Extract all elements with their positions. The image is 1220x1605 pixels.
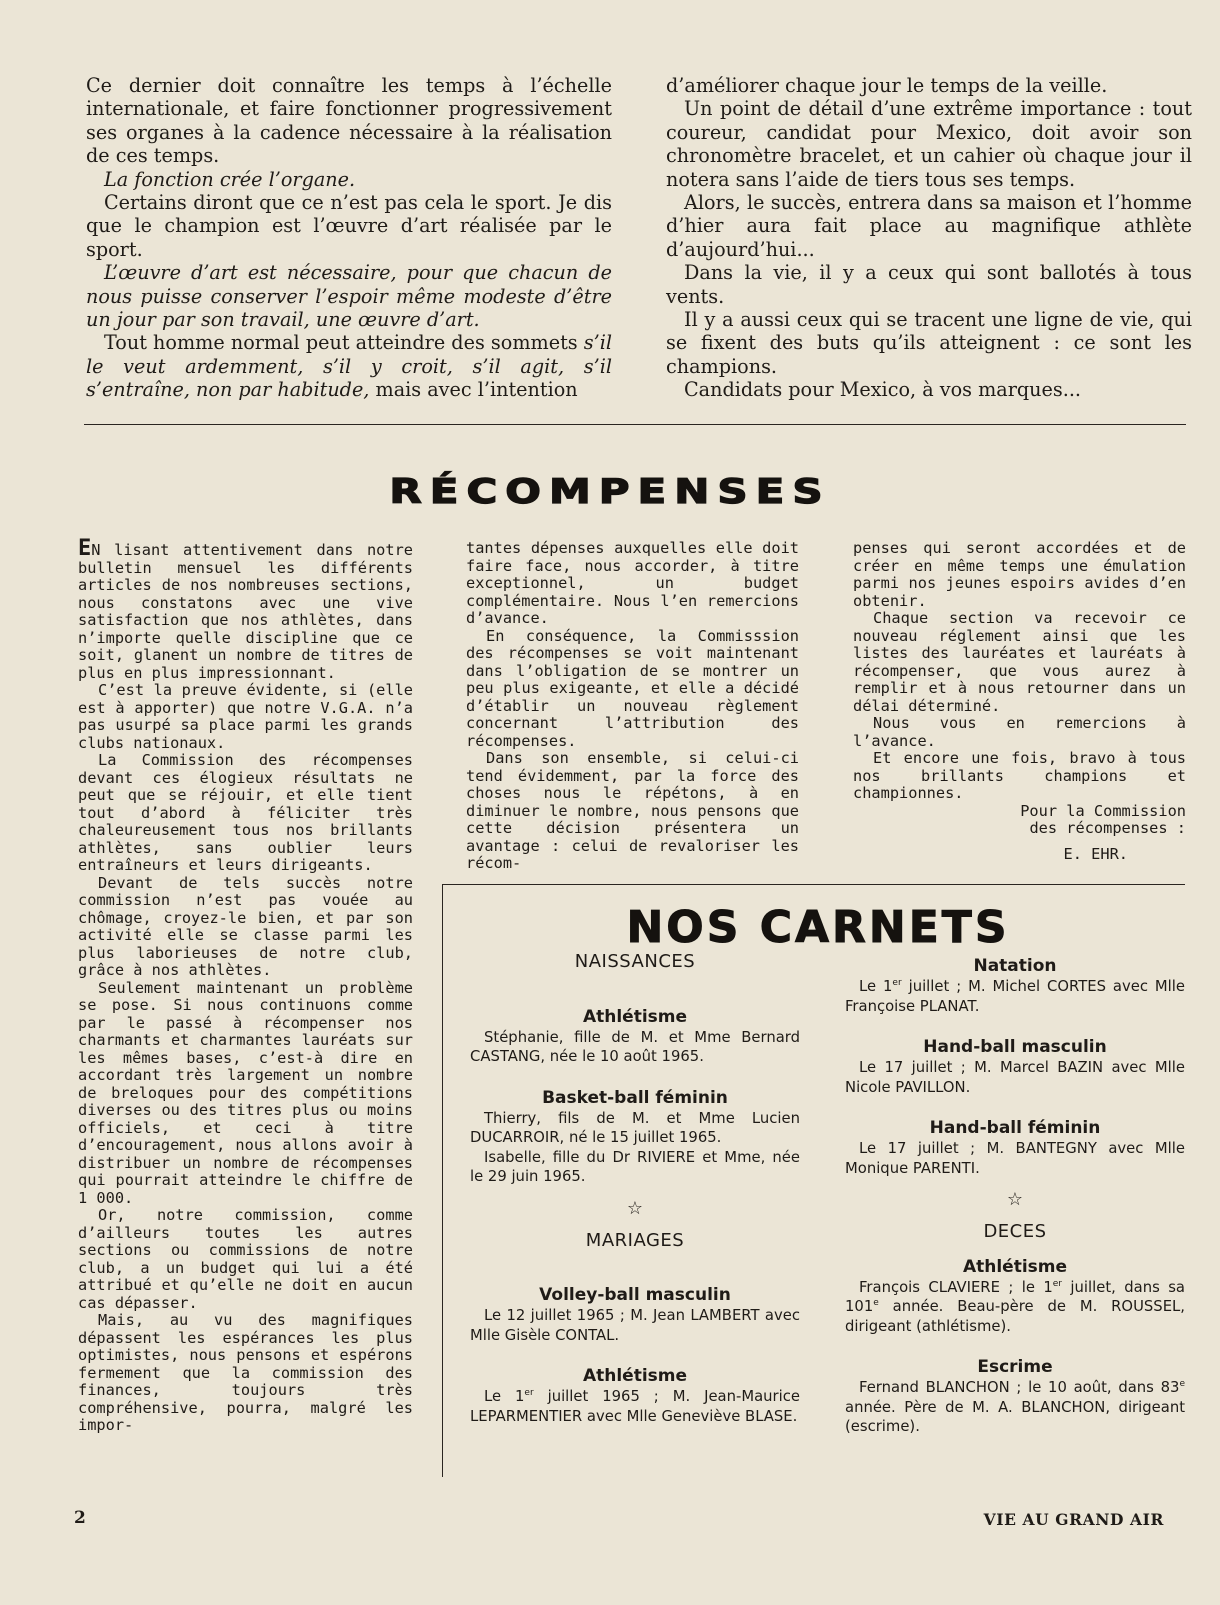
signature-name: E. EHR. <box>1063 844 1128 863</box>
paragraph: Dans son ensemble, si celui-ci tend évidemment, par la force des choses nous le répétons, à en diminuer le nombre, nous pensons que cette décision présentera un avantage : celui de revaloriser les récom- <box>466 749 799 872</box>
carnets-column-left <box>470 952 800 1426</box>
paragraph: Certains diront que ce n’est pas cela le sport. Je dis que le champion est l’œuvre d’art réalisée par le sport. <box>86 191 612 261</box>
paragraph: Seulement maintenant un problème se pose. Si nous continuons comme par le passé à récompenser nos charmants et charmantes lauréats sur les mêmes bases, c’est-à dire en accordant très largement un nombre de breloques pour des compétitions diverses ou des titres plus ou moins officiels, et ceci à titre d’encouragement, nous allons avoir à distribuer un nombre de récompenses qui pourrait atteindre le chiffre de 1 000. <box>78 978 413 1207</box>
paragraph: La Commission des récompenses devant ces élogieux résultats ne peut que se réjouir, et elle tient tout d’abord à féliciter très chaleureusement tous nos brillants athlètes, sans oublier leurs entraîneurs et leurs dirigeants. <box>78 751 413 874</box>
paragraph <box>86 331 612 401</box>
article-top-right-column <box>666 74 1192 402</box>
paragraph: Un point de détail d’une extrême importance : tout coureur, candidat pour Mexico, doit avoir son chronomètre bracelet, et un cahier où chaque jour il notera sans l’aide de tiers tous ses temps. <box>666 97 1192 191</box>
paragraph: Devant de tels succès notre commission n’est pas vouée au chômage, croyez-le bien, et par son activité elle se classe parmi les plus laborieuses de notre club, grâce à nos athlètes. <box>78 873 413 979</box>
recompenses-heading: RÉCOMPENSES <box>389 471 831 511</box>
sport-heading: Athlétisme <box>582 1366 688 1386</box>
section-naissances: NAISSANCES <box>574 951 696 972</box>
paragraph: Et encore une fois, bravo à tous nos brillants champions et championnes. <box>853 749 1186 802</box>
carnets-heading: NOS CARNETS <box>626 902 1010 953</box>
text-segment: juillet 1965 ; M. Jean-Maurice LEPARMENTIER avec Mlle Geneviève BLASE. <box>470 1388 800 1425</box>
paragraph: Alors, le succès, entrera dans sa maison et l’homme d’hier aura fait place au magnifique athlète d’aujourd’hui... <box>666 191 1192 261</box>
text-segment: Fernand BLANCHON ; le 10 août, dans 83 <box>859 1379 1180 1396</box>
announcement <box>470 1387 800 1426</box>
announcement: Thierry, fils de M. et Mme Lucien DUCARROIR, né le 15 juillet 1965. <box>470 1109 800 1146</box>
drop-cap: E <box>78 536 92 561</box>
paragraph: En conséquence, la Commisssion des récompenses se voit maintenant dans l’obligation de se montrer un peu plus exigeante, et elle a décidé d’établir un nouveau règlement concernant l’attribution des récompenses. <box>466 626 799 750</box>
spacer <box>845 1016 1185 1036</box>
recompenses-column-3 <box>853 540 1186 863</box>
paragraph: Mais, au vu des magnifiques dépassent les espérances les plus optimistes, nous pensons et espérons fermement que la commission des finances, toujours très compréhensive, pourra, malgré les impor- <box>78 1311 413 1434</box>
spacer <box>470 986 800 1006</box>
sport-heading: Basket-ball féminin <box>542 1087 728 1108</box>
announcement <box>845 1278 1185 1337</box>
paragraph: La fonction crée l’organe. <box>104 167 356 191</box>
recompenses-column-2 <box>466 540 799 873</box>
text-segment: Tout homme normal peut atteindre des sommets <box>104 331 584 355</box>
paragraph: L’œuvre d’art est nécessaire, pour que chacun de nous puisse conserver l’espoir même modeste d’être un jour par son travail, une œuvre d’art. <box>86 261 612 332</box>
text-segment: N lisant attentivement dans notre bulletin mensuel les différents articles de nos nombreuses sections, nous constatons avec une vive satisfaction que nos athlètes, dans n’importe quelle discipline que ce soit, glanent un nombre de titres de plus en plus impressionnant. <box>78 541 413 682</box>
signature-line-1: Pour la Commission <box>1020 801 1186 820</box>
paragraph <box>78 536 413 682</box>
sport-heading: Athlétisme <box>582 1006 688 1027</box>
paragraph: penses qui seront accordées et de créer en même temps une émulation parmi nos jeunes espoirs avides d’en obtenir. <box>853 539 1186 610</box>
spacer <box>845 1097 1185 1117</box>
star-icon: ☆ <box>1006 1189 1024 1210</box>
horizontal-rule <box>84 424 1186 425</box>
superscript: er <box>524 1388 534 1399</box>
paragraph: Nous vous en remercions à l’avance. <box>853 714 1186 750</box>
announcement: Le 17 juillet ; M. Marcel BAZIN avec Mlle Nicole PAVILLON. <box>845 1059 1185 1096</box>
text-segment: année. Père de M. A. BLANCHON, dirigeant (escrime). <box>845 1398 1185 1435</box>
paragraph: Dans la vie, il y a ceux qui sont ballotés à tous vents. <box>666 261 1192 308</box>
star-icon: ☆ <box>626 1197 644 1219</box>
publication-title: VIE AU GRAND AIR <box>983 1510 1164 1529</box>
superscript: e <box>1179 1379 1185 1390</box>
announcement: Isabelle, fille du Dr RIVIERE et Mme, née le 29 juin 1965. <box>470 1148 800 1185</box>
article-top <box>86 74 1192 409</box>
paragraph: Or, notre commission, comme d’ailleurs toutes les autres sections ou commissions de notre club, a un budget qui lui a été attribué et qu’elle ne doit en aucun cas dépasser. <box>78 1206 413 1312</box>
sport-heading: Natation <box>973 956 1057 976</box>
sport-heading: Hand-ball masculin <box>923 1037 1107 1057</box>
superscript: er <box>1052 1278 1063 1289</box>
text-segment: juillet ; M. Michel CORTES avec Mlle Françoise PLANAT. <box>845 978 1185 1015</box>
spacer <box>470 1345 800 1365</box>
paragraph: Il y a aussi ceux qui se tracent une ligne de vie, qui se fixent des buts qu’ils atteignent : ce sont les champions. <box>666 308 1192 378</box>
announcement <box>845 1378 1185 1437</box>
text-segment-italic: s’il le veut ardemment, s’il y croit, s’il agit, s’il s’entraîne, non par habitude, <box>86 331 612 402</box>
text-segment: Le 1 <box>859 978 893 995</box>
superscript: er <box>892 978 902 989</box>
text-segment: année. Beau-père de M. ROUSSEL, dirigeant (athlétisme). <box>845 1298 1185 1335</box>
announcement: Le 12 juillet 1965 ; M. Jean LAMBERT avec Mlle Gisèle CONTAL. <box>470 1307 800 1344</box>
paragraph: Ce dernier doit connaître les temps à l’échelle internationale, et faire fonctionner progressivement ses organes à la cadence nécessaire à la réalisation de ces temps. <box>86 74 612 168</box>
spacer <box>470 1264 800 1284</box>
text-segment: juillet, dans sa 101 <box>845 1278 1185 1315</box>
announcement: Stéphanie, fille de M. et Mme Bernard CASTANG, née le 10 août 1965. <box>470 1028 800 1065</box>
carnets-column-right <box>845 955 1185 1437</box>
sport-heading: Escrime <box>977 1357 1053 1377</box>
announcement <box>845 977 1185 1016</box>
text-segment: Le 1 <box>484 1388 525 1405</box>
sport-heading: Volley-ball masculin <box>539 1285 731 1305</box>
spacer <box>845 1336 1185 1356</box>
recompenses-column-1 <box>78 536 413 1435</box>
sport-heading: Athlétisme <box>962 1256 1068 1277</box>
paragraph: C’est la preuve évidente, si (elle est à apporter) que notre V.G.A. n’a pas usurpé sa place parmi les grands clubs nationaux. <box>78 681 413 752</box>
superscript: e <box>873 1298 879 1309</box>
spacer <box>470 1067 800 1087</box>
text-segment: mais avec l’intention <box>369 378 578 402</box>
signature-line-2: des récompenses : <box>1029 819 1186 837</box>
page-number: 2 <box>74 1508 86 1528</box>
section-mariages: MARIAGES <box>585 1229 685 1251</box>
paragraph: d’améliorer chaque jour le temps de la veille. <box>666 74 1108 97</box>
section-deces: DECES <box>983 1221 1047 1242</box>
article-top-left-column <box>86 74 612 402</box>
paragraph: Candidats pour Mexico, à vos marques... <box>684 378 1082 402</box>
text-segment: François CLAVIERE ; le 1 <box>859 1278 1053 1296</box>
sport-heading: Hand-ball féminin <box>929 1118 1101 1138</box>
announcement: Le 17 juillet ; M. BANTEGNY avec Mlle Monique PARENTI. <box>845 1140 1185 1177</box>
paragraph: Chaque section va recevoir ce nouveau réglement ainsi que les listes des lauréates et lauréats à récompenser, que vous aurez à remplir et à nous retourner dans un délai déterminé. <box>853 609 1186 715</box>
paragraph: tantes dépenses auxquelles elle doit faire face, nous accorder, à titre exceptionnel, un budget complémentaire. Nous l’en remercions d’avance. <box>466 539 799 627</box>
